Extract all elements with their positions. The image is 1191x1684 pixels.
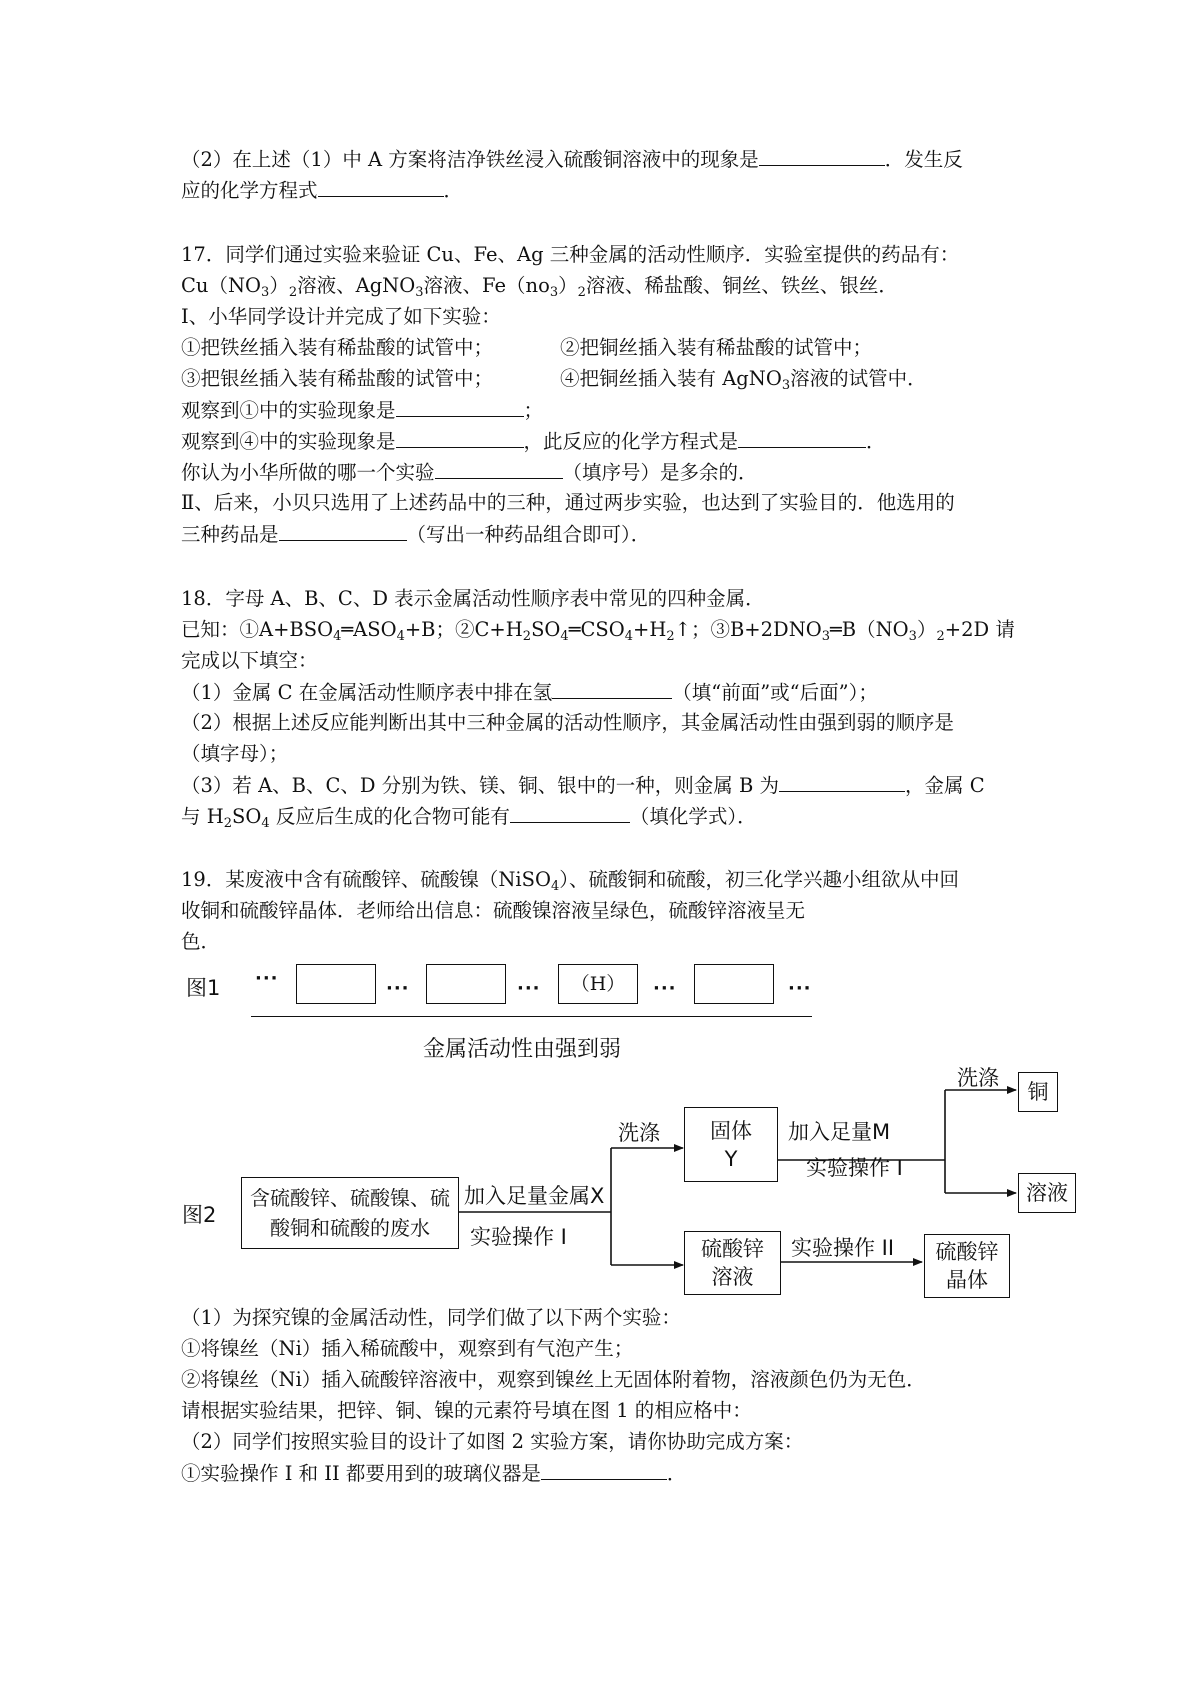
znso4-solution-box: 硫酸锌 溶液 bbox=[684, 1231, 781, 1295]
waste-water-box: 含硫酸锌、硫酸镍、硫酸铜和硫酸的废水 bbox=[241, 1177, 459, 1249]
q16-line2: 应的化学方程式 ． bbox=[181, 179, 464, 202]
q19-stem-line2: 收铜和硫酸锌晶体．老师给出信息：硫酸镍溶液呈绿色，硫酸锌溶液呈无 bbox=[181, 899, 806, 922]
q17-exp1: ①把铁丝插入装有稀盐酸的试管中； bbox=[181, 336, 494, 359]
q18-part1: （1）金属 C 在金属活动性顺序表中排在氢 （填“前面”或“后面”）； bbox=[181, 681, 878, 704]
fig1-label: 图1 bbox=[186, 976, 221, 1000]
fig1-dots: ··· bbox=[517, 978, 541, 999]
q19-stem-line3: 色． bbox=[181, 930, 221, 953]
wash-label-2: 洗涤 bbox=[957, 1066, 999, 1090]
q17-obs4: 观察到④中的实验现象是 ，此反应的化学方程式是 ． bbox=[181, 430, 886, 453]
q19-sub1-exp1: ①将镍丝（Ni）插入稀硫酸中，观察到有气泡产生； bbox=[181, 1337, 634, 1360]
q17-exp3: ③把银丝插入装有稀盐酸的试管中； bbox=[181, 367, 494, 390]
wash-label-1: 洗涤 bbox=[618, 1121, 660, 1145]
q19-sub1: （1）为探究镍的金属活动性，同学们做了以下两个实验： bbox=[181, 1306, 681, 1329]
operation-1-left-label: 实验操作 I bbox=[470, 1225, 567, 1249]
q17-exp4: ④把铜丝插入装有 AgNO$_3$溶液的试管中． bbox=[560, 367, 927, 393]
q19-stem-line1: 19．某废液中含有硫酸锌、硫酸镍（NiSO$_4$）、硫酸铜和硫酸，初三化学兴趣小组欲从中回 bbox=[181, 868, 960, 894]
fig2-label: 图2 bbox=[182, 1203, 217, 1227]
q19-sub2-q1: ①实验操作 I 和 II 都要用到的玻璃仪器是 ． bbox=[181, 1462, 687, 1485]
q17-stem-line1: 17．同学们通过实验来验证 Cu、Fe、Ag 三种金属的活动性顺序．实验室提供的药品有： bbox=[181, 243, 960, 266]
operation-1-right-label: 实验操作 I bbox=[806, 1156, 903, 1180]
copper-box: 铜 bbox=[1018, 1072, 1058, 1112]
fig1-dots: ··· bbox=[653, 978, 677, 999]
q19-sub1-instruction: 请根据实验结果，把锌、铜、镍的元素符号填在图 1 的相应格中： bbox=[181, 1399, 752, 1422]
q18-stem: 18．字母 A、B、C、D 表示金属活动性顺序表中常见的四种金属． bbox=[181, 587, 765, 610]
q18-reactions: 已知：$①A+BSO_4═ASO_4+B$；$②C+H_2SO_4═CSO_4+H_2↑$；$③B+2DNO_3═B(NO_3)_2+2D$ 请 bbox=[181, 618, 1015, 644]
fig1-caption: 金属活动性由强到弱 bbox=[423, 1037, 622, 1062]
q17-part1-title: Ⅰ、小华同学设计并完成了如下实验： bbox=[181, 305, 501, 328]
add-m-label: 加入足量M bbox=[788, 1120, 891, 1144]
fig1-dots: ··· bbox=[255, 968, 279, 989]
q17-obs1: 观察到①中的实验现象是 ； bbox=[181, 399, 544, 422]
q17-extra: 你认为小华所做的哪一个实验 （填序号）是多余的． bbox=[181, 461, 758, 484]
q18-instruction: 完成以下填空： bbox=[181, 649, 318, 672]
add-metal-x-label: 加入足量金属X bbox=[464, 1184, 605, 1208]
q18-part3-cont: 与 $H_2SO_4$ 反应后生成的化合物可能有 （填化学式）． bbox=[181, 805, 757, 831]
fig1-dots: ··· bbox=[386, 978, 410, 999]
q18-part3: （3）若 A、B、C、D 分别为铁、镁、铜、银中的一种，则金属 B 为 ，金属 C bbox=[181, 774, 985, 797]
q16-line1: （2）在上述（1）中 A 方案将洁净铁丝浸入硫酸铜溶液中的现象是 ．发生反 bbox=[181, 148, 963, 171]
q19-sub2: （2）同学们按照实验目的设计了如图 2 实验方案，请你协助完成方案： bbox=[181, 1430, 804, 1453]
q17-stem-line2: $Cu(NO_3)_2$溶液、AgNO$_3$溶液、$Fe(no_3)_2$溶液、稀盐酸、铜丝、铁丝、银丝． bbox=[181, 274, 898, 300]
fig1-dots: ··· bbox=[788, 978, 812, 999]
q18-part2: （2）根据上述反应能判断出其中三种金属的活动性顺序，其金属活动性由强到弱的顺序是 bbox=[181, 711, 954, 734]
q17-part2-line1: Ⅱ、后来，小贝只选用了上述药品中的三种，通过两步实验，也达到了实验目的．他选用的 bbox=[181, 491, 955, 514]
q16-text: （2）在上述（1）中 A 方案将洁净铁丝浸入硫酸铜溶液中的现象是 bbox=[181, 148, 759, 171]
znso4-crystal-box: 硫酸锌 晶体 bbox=[924, 1234, 1010, 1298]
solid-y-box: 固体 Y bbox=[684, 1107, 778, 1182]
q18-part2-cont: （填字母）； bbox=[181, 742, 289, 765]
q17-part2-line2: 三种药品是 （写出一种药品组合即可）． bbox=[181, 523, 651, 546]
answer-blank[interactable] bbox=[541, 1461, 667, 1480]
operation-2-label: 实验操作 II bbox=[791, 1236, 895, 1260]
solution-box: 溶液 bbox=[1018, 1173, 1076, 1213]
fig1-h-box: （H） bbox=[558, 964, 638, 1004]
q17-exp2: ②把铜丝插入装有稀盐酸的试管中； bbox=[560, 336, 873, 359]
q19-sub1-exp2: ②将镍丝（Ni）插入硫酸锌溶液中，观察到镍丝上无固体附着物，溶液颜色仍为无色． bbox=[181, 1368, 926, 1391]
